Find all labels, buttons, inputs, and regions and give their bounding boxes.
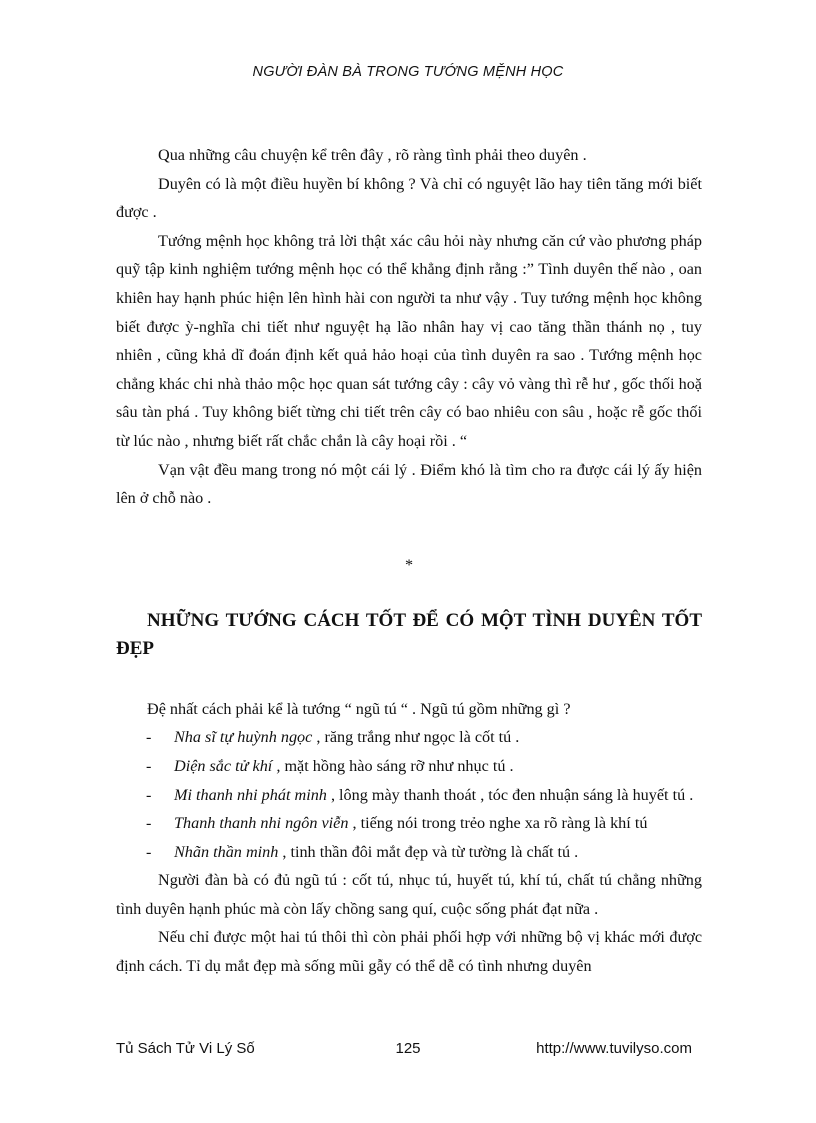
list-item — [116, 781, 702, 810]
footer-book-title: Tủ Sách Tử Vi Lý Số — [116, 1040, 255, 1057]
dash-bullet: - — [146, 814, 152, 833]
list-item-term: Mi thanh nhi phát minh — [174, 785, 327, 804]
footer-url-link[interactable]: http://www.tuvilyso.com — [536, 1040, 692, 1057]
section-heading: NHỮNG TƯỚNG CÁCH TỐT ĐỂ CÓ MỘT TÌNH DUYÊN TỐT ĐẸP — [116, 609, 702, 659]
list-item — [116, 809, 702, 838]
dash-bullet: - — [146, 728, 152, 747]
list-item-term: Thanh thanh nhi ngôn viễn — [174, 814, 349, 833]
paragraph: Người đàn bà có đủ ngũ tú : cốt tú, nhục tú, huyết tú, khí tú, chất tú chẳng những tình duyên hạnh phúc mà còn lấy chồng sang quí, cuộc sống phát đạt nữa . — [116, 871, 702, 918]
paragraph: Nếu chỉ được một hai tú thôi thì còn phải phối hợp với những bộ vị khác mới được định cách. Tỉ dụ mắt đẹp mà sống mũi gẫy có thể dễ có tình nhưng duyên — [116, 928, 702, 976]
paragraph: Duyên có là một điều huyền bí không ? Và chỉ có nguyệt lão hay tiên tăng mới biết được . — [116, 174, 702, 222]
dash-bullet: - — [146, 785, 152, 804]
list-item-desc: , lông mày thanh thoát , tóc đen nhuận sáng là huyết tú . — [326, 785, 694, 804]
list-item-desc: mặt hồng hào sáng rỡ như nhục tú . — [280, 756, 514, 775]
list-item — [116, 723, 702, 752]
paragraph: Qua những câu chuyện kể trên đây , rõ ràng tình phải theo duyên . — [158, 146, 587, 164]
list-item-term: Nha sĩ tự huỳnh ngọc — [174, 728, 313, 747]
list-item-desc: , tinh thần đôi mắt đẹp và từ tường là chất tú . — [278, 842, 579, 861]
list-item-desc: , răng trắng như ngọc là cốt tú . — [312, 728, 520, 747]
running-header: NGƯỜI ĐÀN BÀ TRONG TƯỚNG MỆNH HỌC — [252, 64, 564, 80]
dash-bullet: - — [146, 842, 152, 861]
list-item — [116, 752, 702, 781]
list-item — [116, 838, 702, 867]
list-item-desc: , tiếng nói trong trẻo nghe xa rõ ràng là khí tú — [348, 814, 648, 833]
list-item-term: Diện sắc tử khí , — [174, 756, 281, 775]
page-body — [116, 141, 702, 981]
dash-bullet: - — [146, 756, 152, 775]
section-separator: * — [404, 555, 414, 574]
section-intro: Đệ nhất cách phải kể là tướng “ ngũ tú “ . Ngũ tú gồm những gì ? — [147, 699, 571, 718]
list-item-term: Nhãn thần minh — [174, 842, 279, 861]
paragraph: Vạn vật đều mang trong nó một cái lý . Điểm khó là tìm cho ra được cái lý ấy hiện lên ở chỗ nào . — [116, 460, 702, 508]
paragraph: Tướng mệnh học không trả lời thật xác câu hỏi này nhưng căn cứ vào phương pháp quỹ tập kinh nghiệm tướng mệnh học có thể khẳng định rằng :” Tình duyên thế nào , oan khiên hay hạnh phúc hiện lên hình hài con người ta như vậy . Tuy tướng mệnh học không biết được ỳ-nghĩa chi tiết như nguyệt hạ lão nhân hay vị cao tăng thần thánh nọ , tuy nhiên , cũng khả dĩ đoán định kết quả hảo hoại của tình duyên ra sao . Tướng mệnh học chẳng khác chi nhà thảo mộc học quan sát tướng cây : cây vỏ vàng thì rễ hư , gốc thối hoặ sâu tàn phá . Tuy không biết từng chi tiết trên cây có bao nhiêu con sâu , hoặc rễ gốc thối từ lúc nào , nhưng biết rất chắc chắn là cây hoại rồi . “ — [116, 231, 702, 450]
ngu-tu-list — [116, 723, 702, 866]
page-number: 125 — [395, 1040, 421, 1057]
